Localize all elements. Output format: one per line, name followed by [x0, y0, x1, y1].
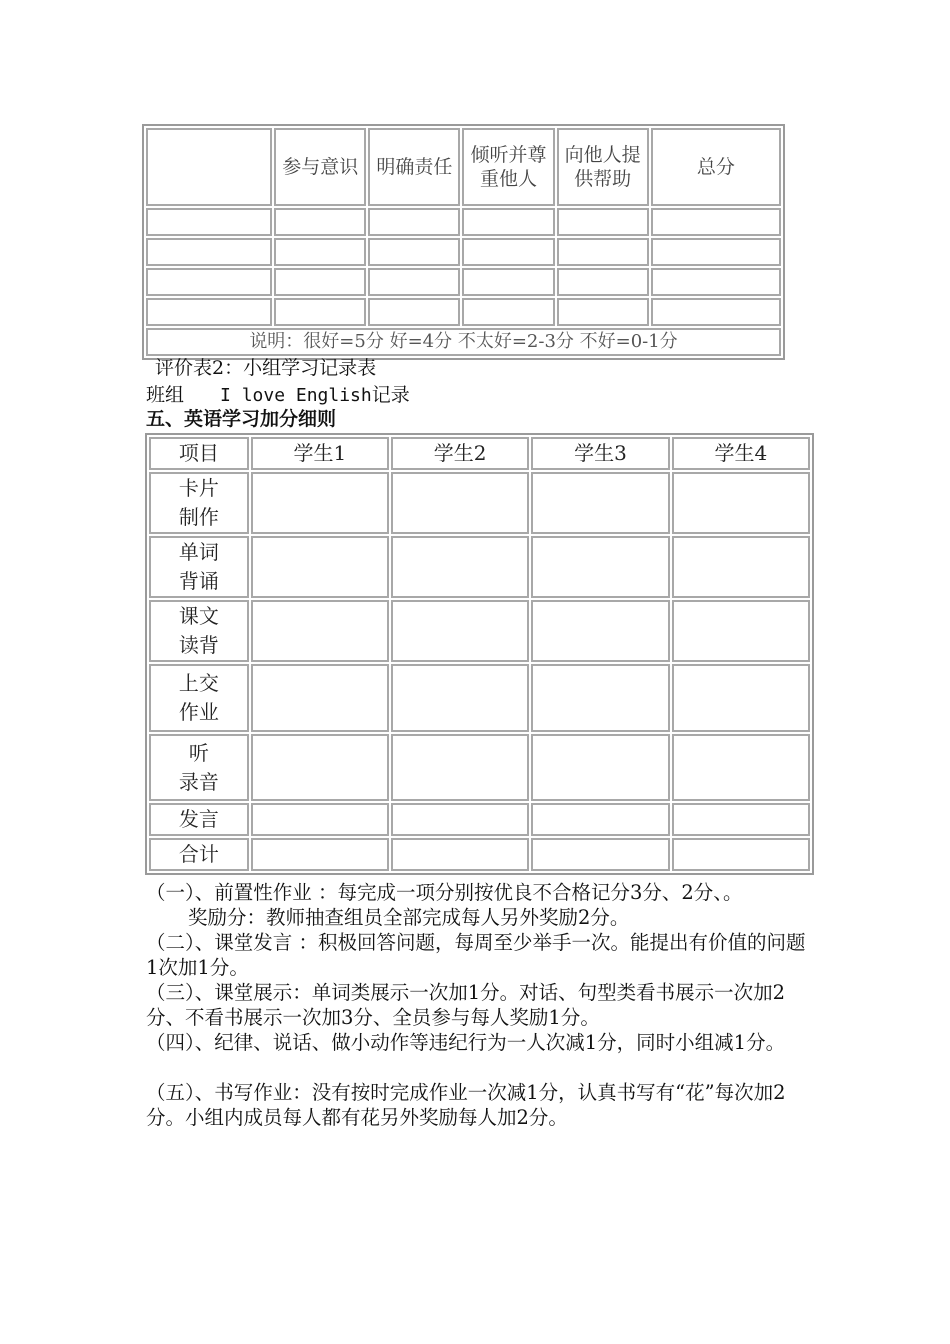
table-caption: 评价表2：小组学习记录表 [155, 357, 377, 379]
table-cell [462, 208, 554, 236]
table-cell [531, 600, 669, 662]
rule-paragraph: （一）、前置性作业 ：每完成一项分别按优良不合格记分3分、2分、。 [146, 881, 743, 904]
table-cell [391, 734, 529, 801]
table-cell [274, 208, 366, 236]
table-row [146, 298, 781, 326]
evaluation-header-cell [146, 128, 272, 206]
evaluation-note-row [146, 328, 781, 356]
table-cell [651, 298, 781, 326]
item-label: 课文 [178, 604, 219, 628]
item-label: 读背 [178, 633, 219, 657]
table-cell [531, 536, 669, 598]
table-cell [651, 208, 781, 236]
evaluation-header-cell: 倾听并尊重他人 [462, 128, 554, 206]
table-cell [672, 472, 810, 534]
item-label: 制作 [178, 505, 219, 529]
item-cell: 合计 [149, 838, 249, 871]
table-cell [672, 734, 810, 801]
table-row [149, 472, 810, 534]
table-cell [251, 600, 389, 662]
score-header-cell: 学生2 [391, 437, 529, 470]
item-label: 背诵 [178, 569, 219, 593]
table-cell [391, 664, 529, 732]
table-cell [274, 298, 366, 326]
item-cell [149, 472, 249, 534]
table-cell [368, 238, 460, 266]
evaluation-header-cell: 明确责任 [368, 128, 460, 206]
table-row [149, 664, 810, 732]
item-label: 单词 [178, 540, 219, 564]
table-cell [391, 838, 529, 871]
rule-paragraph: （四）、纪律、说话、做小动作等违纪行为一人次减1分，同时小组减1分。 [146, 1031, 786, 1054]
table-cell [651, 238, 781, 266]
table-cell [462, 268, 554, 296]
rule-paragraph: （五）、书写作业：没有按时完成作业一次减1分，认真书写有“花”每次加2分。小组内成员每人都有花另外奖励每人加2分。 [146, 1081, 786, 1129]
table-cell [672, 600, 810, 662]
item-cell [149, 536, 249, 598]
rule-paragraph: 奖励分：教师抽查组员全部完成每人另外奖励2分。 [188, 906, 630, 929]
table-row [149, 803, 810, 836]
table-cell [462, 238, 554, 266]
table-cell [672, 803, 810, 836]
table-row [149, 600, 810, 662]
table-cell [531, 472, 669, 534]
table-row [149, 838, 810, 871]
table-cell [391, 803, 529, 836]
group-name: I love English [220, 385, 372, 406]
section-title: 五、英语学习加分细则 [146, 408, 337, 430]
item-cell: 发言 [149, 803, 249, 836]
table-cell [251, 664, 389, 732]
item-cell [149, 734, 249, 801]
evaluation-header-cell: 向他人提供帮助 [557, 128, 649, 206]
score-header-cell: 学生1 [251, 437, 389, 470]
group-suffix: 记录 [371, 384, 410, 406]
table-cell [651, 268, 781, 296]
table-cell [531, 838, 669, 871]
table-cell [391, 536, 529, 598]
table-cell [146, 208, 272, 236]
table-cell [462, 298, 554, 326]
table-row [146, 268, 781, 296]
item-label: 作业 [178, 700, 219, 724]
rule-paragraph: （二）、课堂发言 ：积极回答问题，每周至少举手一次。能提出有价值的问题 1次加1分。 [146, 931, 806, 979]
table-cell [557, 208, 649, 236]
table-cell [146, 298, 272, 326]
table-cell [391, 600, 529, 662]
item-cell [149, 600, 249, 662]
table-cell [672, 664, 810, 732]
table-cell [251, 472, 389, 534]
table-cell [531, 803, 669, 836]
table-cell [251, 803, 389, 836]
table-row [149, 734, 810, 801]
rule-paragraph: （三）、课堂展示：单词类展示一次加1分。对话、句型类看书展示一次加2分、不看书展示一次加3分、全员参与每人奖励1分。 [146, 981, 786, 1029]
score-header-cell: 学生4 [672, 437, 810, 470]
table-row [146, 238, 781, 266]
table-cell [274, 268, 366, 296]
group-label: 班组 [146, 384, 185, 406]
score-header-cell: 项目 [149, 437, 249, 470]
table-cell [557, 298, 649, 326]
table-cell [672, 536, 810, 598]
table-cell [368, 298, 460, 326]
evaluation-header-row [146, 128, 781, 206]
item-label: 听 [188, 740, 209, 765]
table-cell [251, 734, 389, 801]
table-cell [274, 238, 366, 266]
score-table [145, 433, 814, 875]
table-cell [391, 472, 529, 534]
table-cell [251, 838, 389, 871]
table-cell [531, 664, 669, 732]
table-cell [557, 238, 649, 266]
item-cell [149, 664, 249, 732]
table-row [146, 208, 781, 236]
score-header-row [149, 437, 810, 470]
evaluation-header-cell: 参与意识 [274, 128, 366, 206]
item-label: 上交 [178, 671, 219, 695]
evaluation-header-cell: 总分 [651, 128, 781, 206]
table-cell [146, 268, 272, 296]
table-cell [251, 536, 389, 598]
scoring-note: 说明：很好=5分 好=4分 不太好=2-3分 不好=0-1分 [146, 328, 781, 356]
group-line [146, 383, 410, 408]
table-cell [146, 238, 272, 266]
table-cell [557, 268, 649, 296]
table-cell [672, 838, 810, 871]
score-header-cell: 学生3 [531, 437, 669, 470]
item-label: 录音 [178, 769, 219, 794]
item-label: 卡片 [178, 476, 219, 500]
table-cell [368, 208, 460, 236]
evaluation-table [142, 124, 785, 360]
table-cell [368, 268, 460, 296]
table-row [149, 536, 810, 598]
table-cell [531, 734, 669, 801]
